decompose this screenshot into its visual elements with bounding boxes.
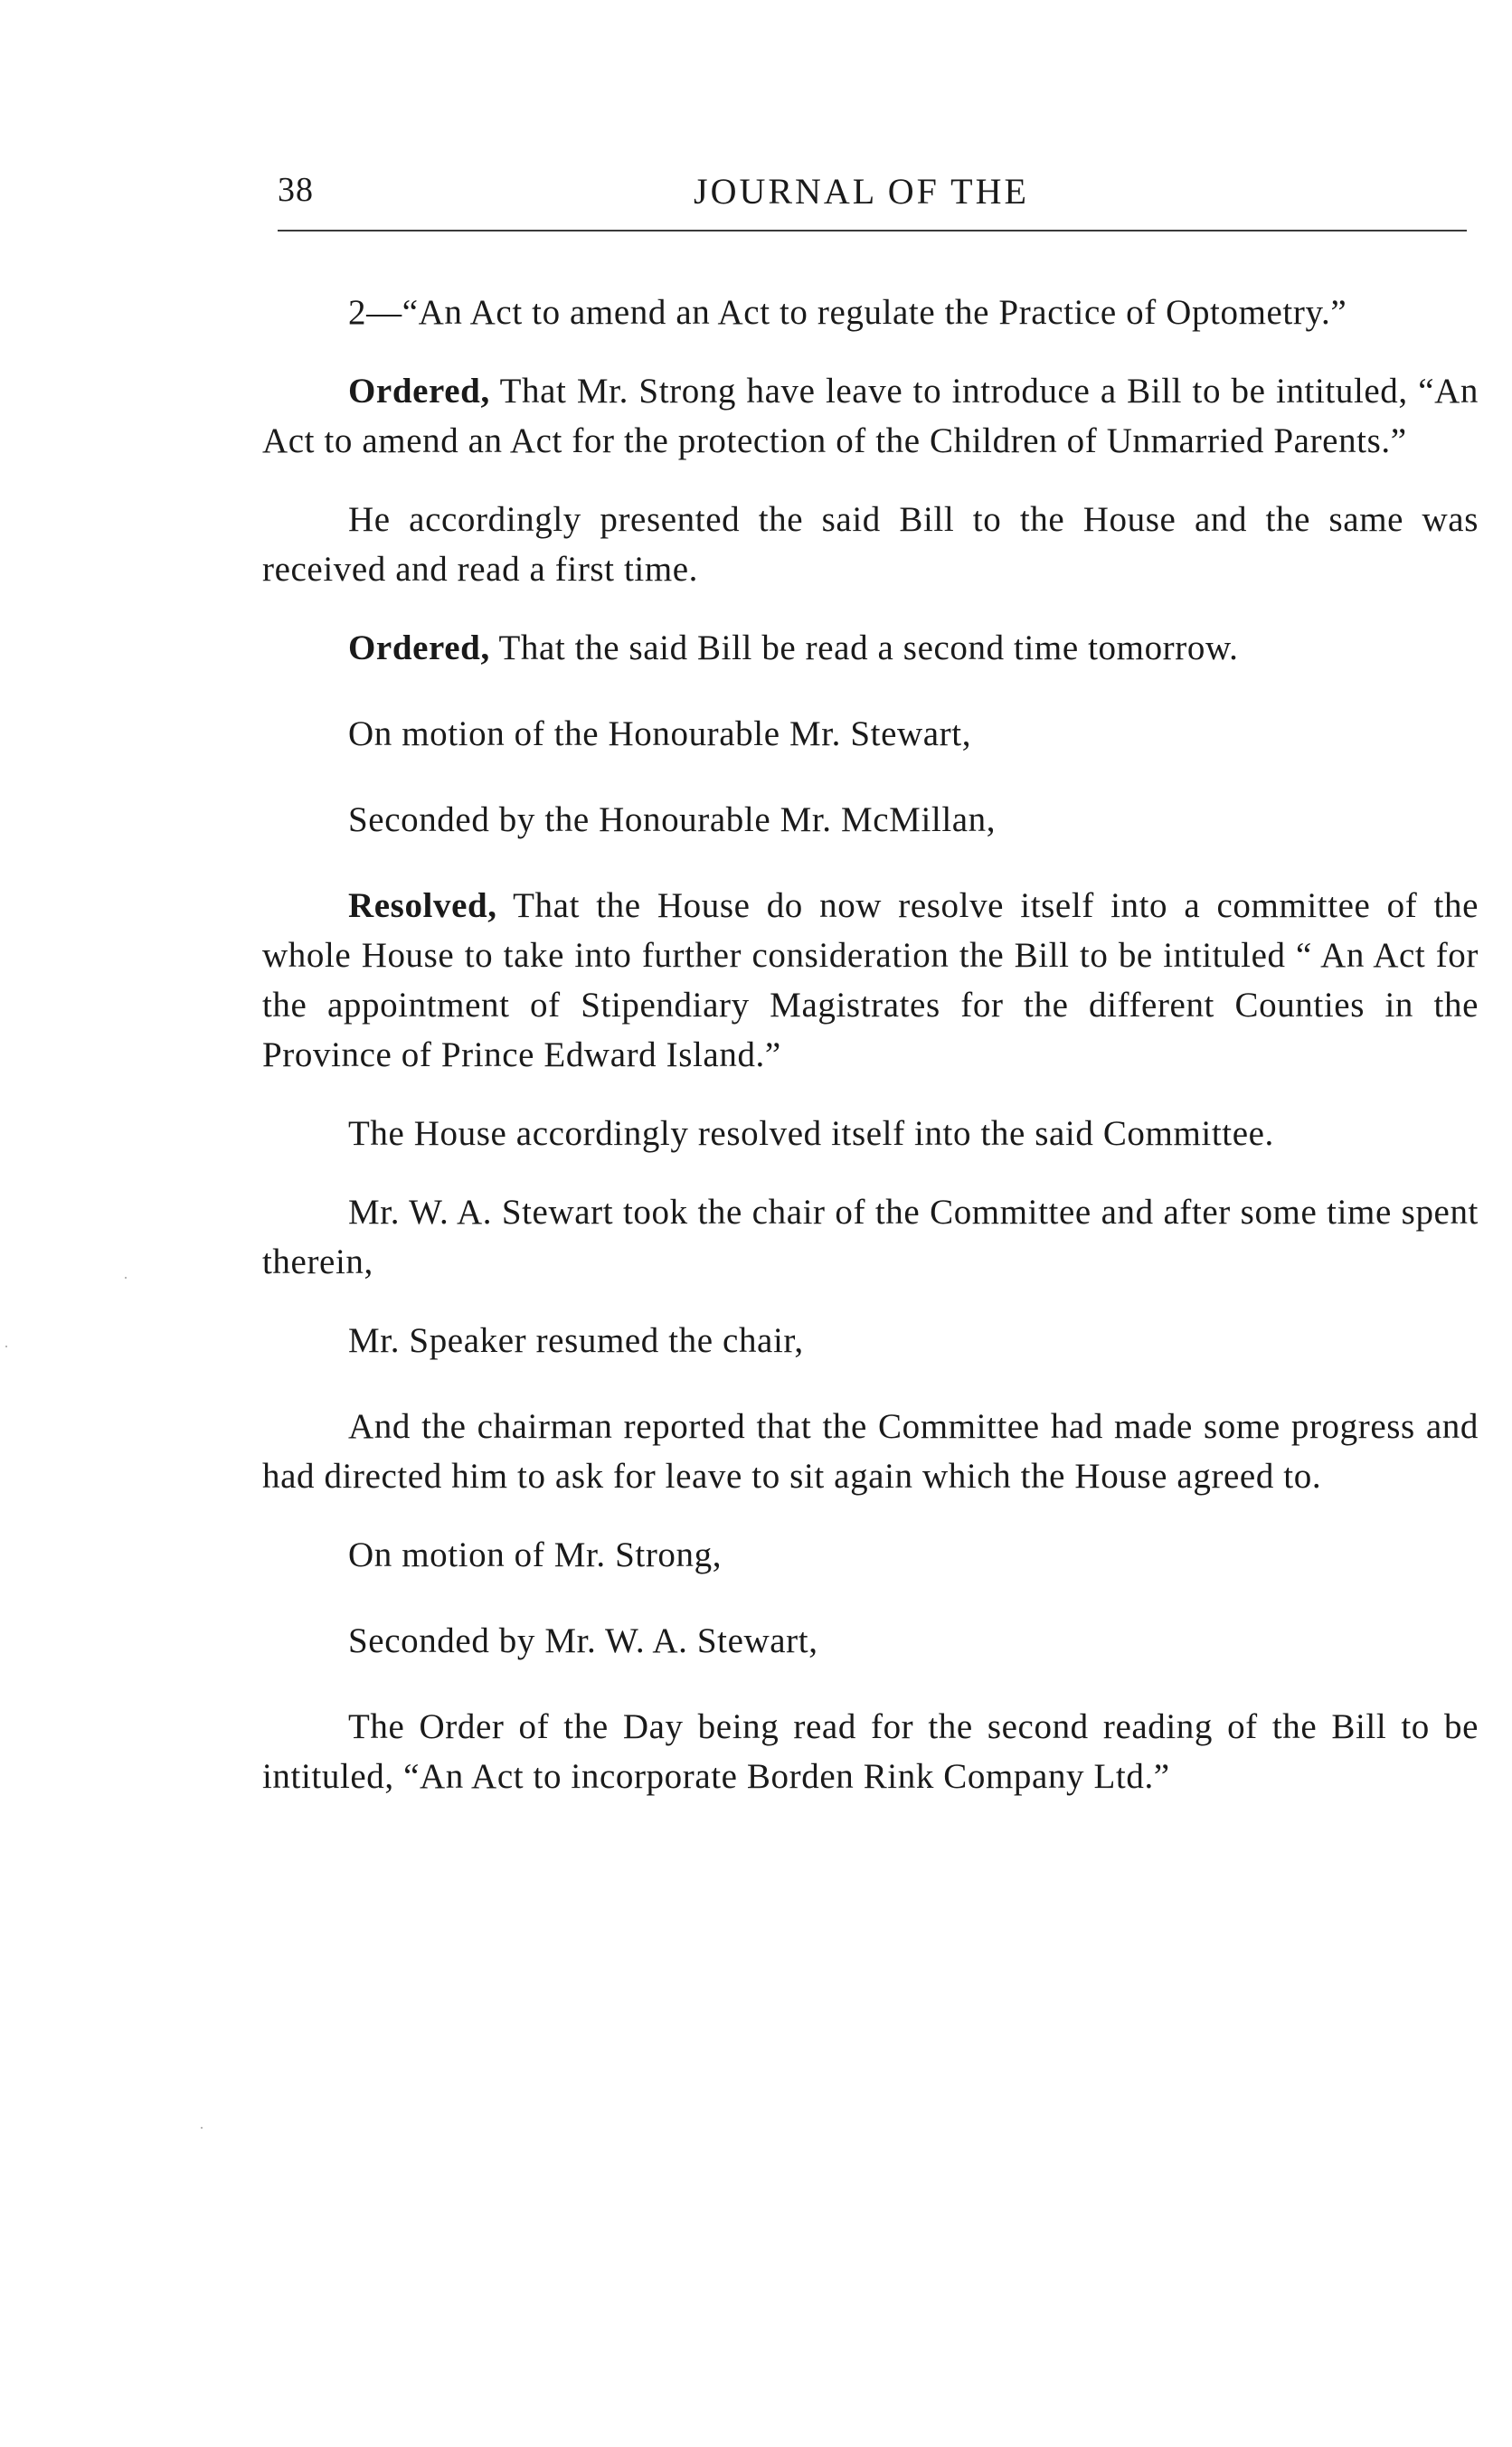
header-rule: [278, 230, 1467, 231]
scan-speck: [201, 2127, 203, 2129]
paragraph-lead: Ordered,: [348, 372, 490, 411]
page-number: 38: [278, 171, 314, 209]
paragraph-resolved-committee: [262, 881, 1479, 1080]
paragraph-text: 2—“An Act to amend an Act to regulate the Practice of Optometry.”: [348, 293, 1347, 332]
scan-speck: [5, 1346, 7, 1347]
paragraph-house-resolved: [262, 1109, 1479, 1158]
paragraph-text: On motion of the Honourable Mr. Stewart,: [348, 714, 972, 753]
paragraph-text: He accordingly presented the said Bill to the House and the same was received and read a first time.: [262, 500, 1479, 589]
journal-body: [262, 288, 1479, 1830]
paragraph-text: Mr. Speaker resumed the chair,: [348, 1321, 804, 1360]
paragraph-ordered-leave: [262, 366, 1479, 466]
running-head: JOURNAL OF THE: [694, 171, 1029, 212]
paragraph-seconded-stewart: [262, 1616, 1479, 1666]
paragraph-seconded-mcmillan: [262, 795, 1479, 845]
scan-speck: [125, 1277, 127, 1279]
paragraph-text: On motion of Mr. Strong,: [348, 1535, 723, 1574]
paragraph-text: The House accordingly resolved itself into the said Committee.: [348, 1114, 1274, 1153]
paragraph-motion-stewart: [262, 709, 1479, 759]
paragraph-lead: Ordered,: [348, 628, 490, 667]
paragraph-stewart-chair: [262, 1187, 1479, 1287]
paragraph-bill-optometry: [262, 288, 1479, 337]
paragraph-lead: Resolved,: [348, 886, 497, 925]
paragraph-text: Seconded by Mr. W. A. Stewart,: [348, 1621, 818, 1660]
paragraph-text: That the said Bill be read a second time tomorrow.: [489, 628, 1239, 667]
paragraph-text: That Mr. Strong have leave to introduce a Bill to be intituled, “An Act to amend an Act for the protection of the Children of Unmarried Parents.”: [262, 372, 1479, 460]
paragraph-text: And the chairman reported that the Committee had made some progress and had directed him to ask for leave to sit again which the House agreed to.: [262, 1407, 1479, 1496]
paragraph-ordered-second-reading: [262, 623, 1479, 673]
paragraph-text: The Order of the Day being read for the second reading of the Bill to be intituled, “An Act to incorporate Borden Rink Company Ltd.”: [262, 1707, 1479, 1796]
paragraph-first-reading: [262, 495, 1479, 594]
paragraph-text: Mr. W. A. Stewart took the chair of the Committee and after some time spent therein,: [262, 1193, 1479, 1281]
paragraph-speaker-resumed: [262, 1316, 1479, 1365]
page-header: [278, 170, 1467, 215]
paragraph-text: Seconded by the Honourable Mr. McMillan,: [348, 800, 997, 839]
paragraph-order-of-day: [262, 1702, 1479, 1801]
paragraph-text: That the House do now resolve itself into a committee of the whole House to take into further consideration the Bill to be intituled “ An Act for the appointment of Stipendiary Magistrates for the different Counties in the Province of Prince Edward Island.”: [262, 886, 1479, 1074]
paragraph-motion-strong: [262, 1530, 1479, 1580]
paragraph-chairman-reported: [262, 1402, 1479, 1501]
